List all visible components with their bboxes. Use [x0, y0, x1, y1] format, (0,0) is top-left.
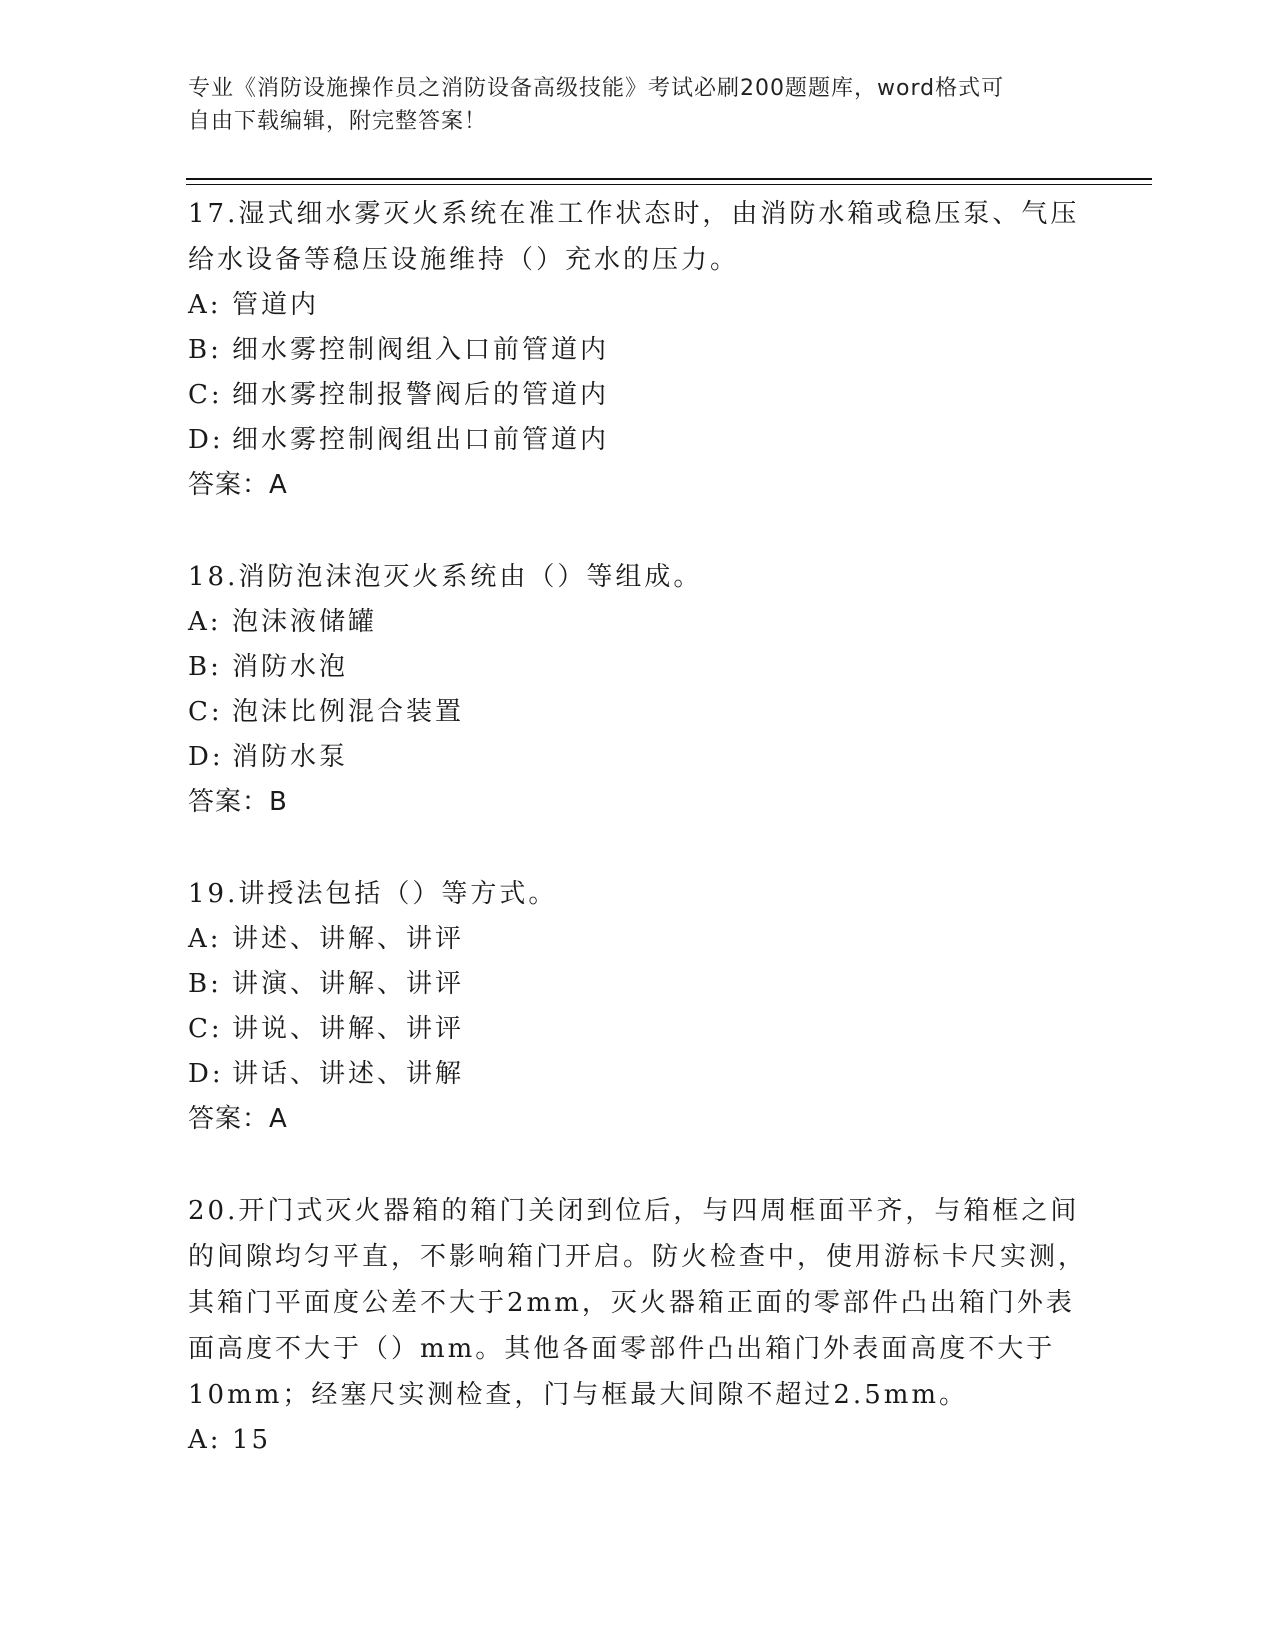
option-letter: C:: [188, 380, 223, 410]
question-text: 18.消防泡沫泡灭火系统由（）等组成。: [188, 562, 703, 592]
option-a: [188, 917, 1088, 962]
option-text: 讲述、讲解、讲评: [232, 924, 465, 954]
option-text: 细水雾控制报警阀后的管道内: [232, 380, 610, 410]
option-text: 泡沫比例混合装置: [232, 697, 465, 727]
question-18: [188, 554, 1088, 825]
option-text: 泡沫液储罐: [232, 607, 378, 637]
option-text: 讲说、讲解、讲评: [232, 1014, 465, 1044]
question-text: 19.讲授法包括（）等方式。: [188, 879, 558, 909]
question-17: [188, 191, 1088, 508]
question-text: 20.开门式灭火器箱的箱门关闭到位后，与四周框面平齐，与箱框之间的间隙均匀平直，不影响箱门开启。防火检查中，使用游标卡尺实测，其箱门平面度公差不大于2mm，灭火器箱正面的零部件凸出箱门外表面高度不大于（）mm。其他各面零部件凸出箱门外表面高度不大于10mm；经塞尺实测检查，门与框最大间隙不超过2.5mm。: [188, 1196, 1088, 1410]
option-text: 消防水泵: [232, 742, 349, 772]
option-a: [188, 600, 1088, 645]
option-a: [188, 283, 1088, 328]
option-c: [188, 1007, 1088, 1052]
header-divider-thin: [186, 184, 1152, 185]
option-letter: B:: [188, 335, 222, 365]
option-text: 消防水泡: [232, 652, 349, 682]
option-a: [188, 1418, 1088, 1463]
option-b: [188, 328, 1088, 373]
option-letter: B:: [188, 652, 222, 682]
option-letter: A:: [188, 924, 222, 954]
answer-label: 答案：A: [188, 470, 288, 500]
option-text: 15: [232, 1425, 272, 1455]
document-header: [188, 72, 1088, 138]
option-letter: A:: [188, 607, 222, 637]
option-d: [188, 735, 1088, 780]
header-line-2: 自由下载编辑，附完整答案！: [188, 109, 488, 134]
option-d: [188, 418, 1088, 463]
option-text: 讲话、讲述、讲解: [232, 1059, 465, 1089]
option-text: 讲演、讲解、讲评: [232, 969, 465, 999]
answer-label: 答案：B: [188, 787, 288, 817]
option-letter: D:: [188, 425, 224, 455]
option-letter: D:: [188, 742, 224, 772]
question-list: [188, 191, 1088, 1509]
option-b: [188, 645, 1088, 690]
option-letter: C:: [188, 1014, 223, 1044]
option-letter: B:: [188, 969, 222, 999]
question-20: [188, 1188, 1088, 1463]
question-text: 17.湿式细水雾灭火系统在准工作状态时，由消防水箱或稳压泵、气压给水设备等稳压设施维持（）充水的压力。: [188, 199, 1080, 275]
option-b: [188, 962, 1088, 1007]
option-letter: A:: [188, 290, 222, 320]
option-letter: C:: [188, 697, 223, 727]
option-c: [188, 373, 1088, 418]
header-line-1: 专业《消防设施操作员之消防设备高级技能》考试必刷200题题库，word格式可: [188, 76, 1005, 101]
option-text: 细水雾控制阀组出口前管道内: [232, 425, 610, 455]
option-letter: D:: [188, 1059, 224, 1089]
header-divider-thick: [186, 178, 1152, 180]
question-19: [188, 871, 1088, 1142]
option-letter: A:: [188, 1425, 222, 1455]
option-text: 细水雾控制阀组入口前管道内: [232, 335, 610, 365]
option-text: 管道内: [232, 290, 320, 320]
option-d: [188, 1052, 1088, 1097]
answer-label: 答案：A: [188, 1104, 288, 1134]
option-c: [188, 690, 1088, 735]
